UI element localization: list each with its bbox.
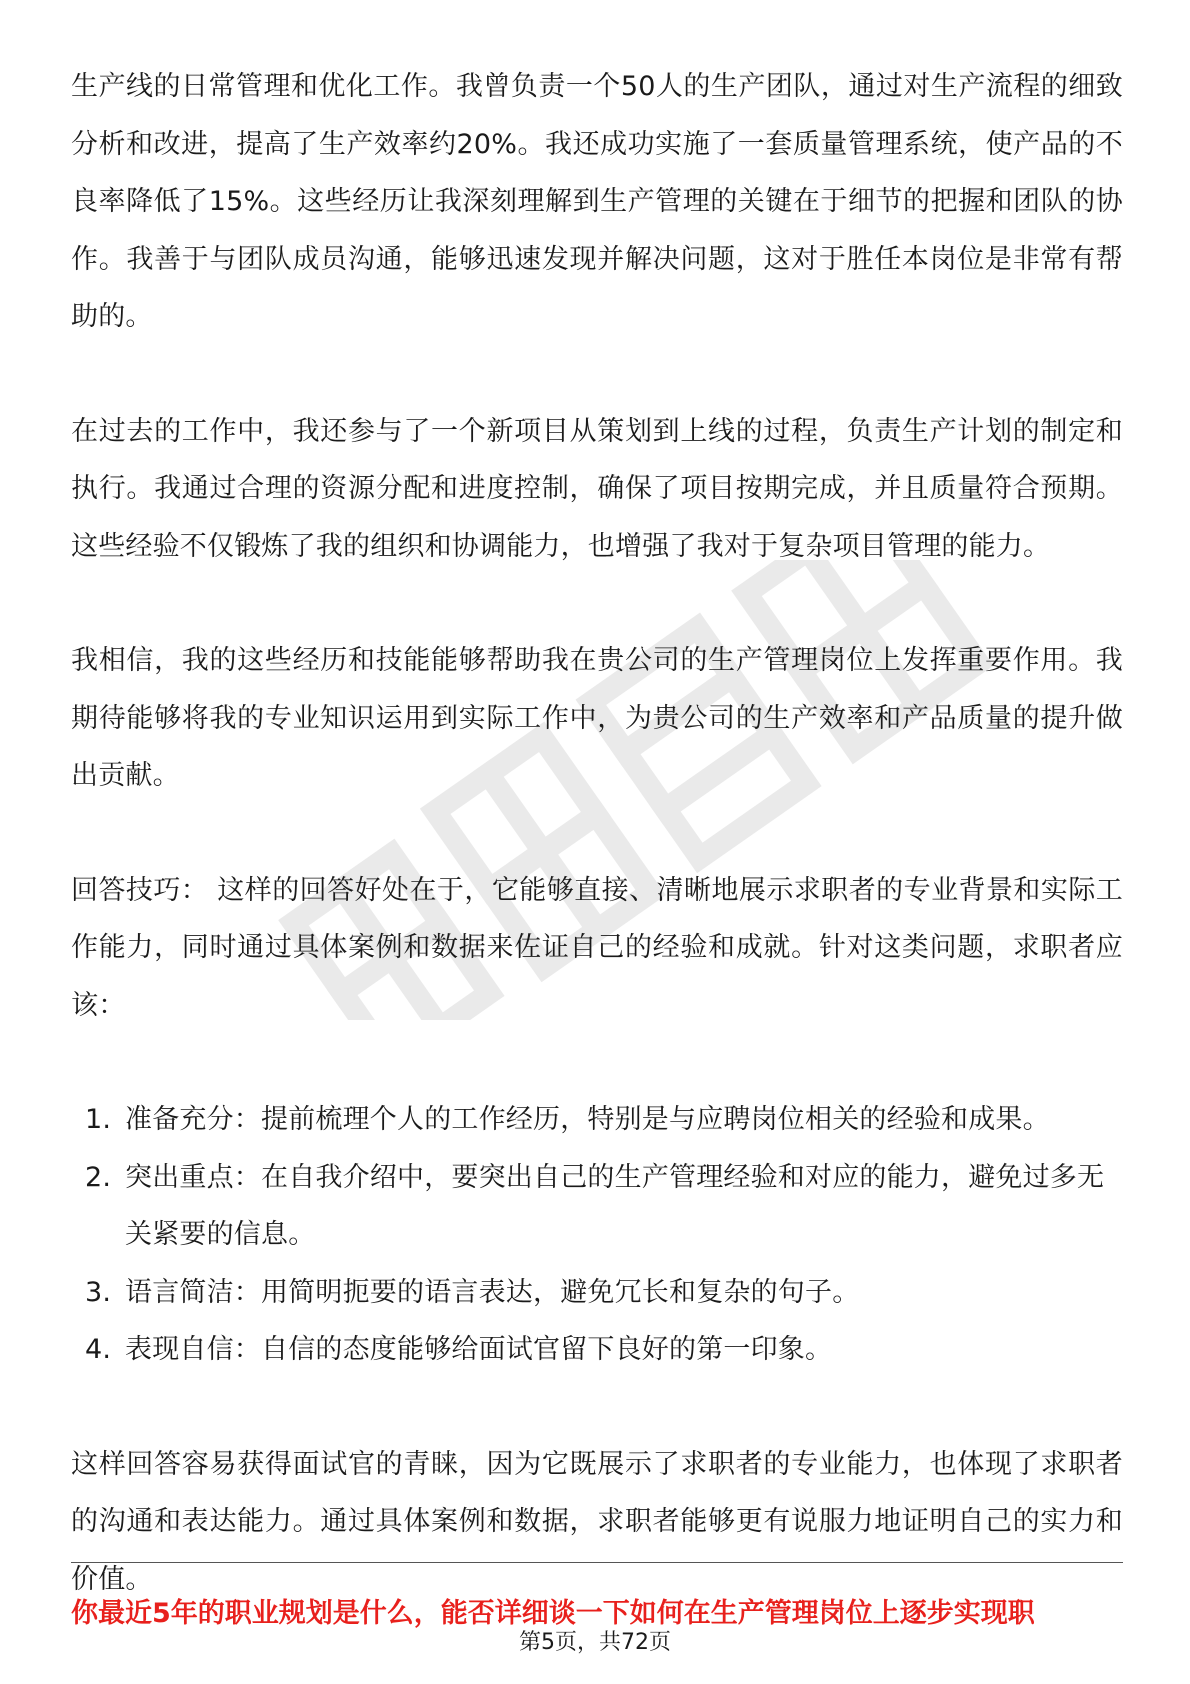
list-item-text: 语言简洁：用简明扼要的语言表达，避免冗长和复杂的句子。 <box>125 1276 860 1308</box>
document-body <box>71 58 1123 1665</box>
tips-list <box>71 1091 1123 1379</box>
list-item-text: 准备充分：提前梳理个人的工作经历，特别是与应聘岗位相关的经验和成果。 <box>125 1104 1050 1135</box>
list-item-text: 表现自信：自信的态度能够给面试官留下良好的第一印象。 <box>125 1334 833 1365</box>
list-item <box>71 1264 1123 1322</box>
list-item <box>71 1321 1123 1379</box>
divider-line <box>71 1562 1123 1563</box>
paragraph-answer-tips: 回答技巧： 这样的回答好处在于，它能够直接、清晰地展示求职者的专业背景和实际工作能力，同时通过具体案例和数据来佐证自己的经验和成就。针对这类问题，求职者应该： <box>71 874 1123 1021</box>
next-question-heading: 你最近5年的职业规划是什么，能否详细谈一下如何在生产管理岗位上逐步实现职 <box>71 1598 1035 1629</box>
list-item-number: 2. <box>85 1161 112 1193</box>
list-item-text: 突出重点：在自我介绍中，要突出自己的生产管理经验和对应的能力，避免过多无关紧要的信息。 <box>125 1161 1105 1250</box>
list-item-number: 4. <box>85 1334 112 1365</box>
paragraph-project: 在过去的工作中，我还参与了一个新项目从策划到上线的过程，负责生产计划的制定和执行。我通过合理的资源分配和进度控制，确保了项目按期完成，并且质量符合预期。这些经验不仅锻炼了我的组织和协调能力，也增强了我对于复杂项目管理的能力。 <box>71 415 1123 562</box>
paragraph-belief: 我相信，我的这些经历和技能能够帮助我在贵公司的生产管理岗位上发挥重要作用。我期待能够将我的专业知识运用到实际工作中，为贵公司的生产效率和产品质量的提升做出贡献。 <box>71 645 1123 791</box>
paragraph-experience: 生产线的日常管理和优化工作。我曾负责一个50人的生产团队，通过对生产流程的细致分析和改进，提高了生产效率约20%。我还成功实施了一套质量管理系统，使产品的不良率降低了15%。这些经历让我深刻理解到生产管理的关键在于细节的把握和团队的协作。我善于与团队成员沟通，能够迅速发现并解决问题，这对于胜任本岗位是非常有帮助的。 <box>71 71 1123 332</box>
list-item <box>71 1091 1123 1149</box>
page-number: 第5页，共72页 <box>519 1630 671 1655</box>
list-item-number: 1. <box>85 1104 112 1135</box>
paragraph-closing: 这样回答容易获得面试官的青睐，因为它既展示了求职者的专业能力，也体现了求职者的沟通和表达能力。通过具体案例和数据，求职者能够更有说服力地证明自己的实力和价值。 <box>71 1448 1123 1595</box>
list-item-number: 3. <box>85 1276 112 1308</box>
list-item <box>71 1149 1123 1264</box>
